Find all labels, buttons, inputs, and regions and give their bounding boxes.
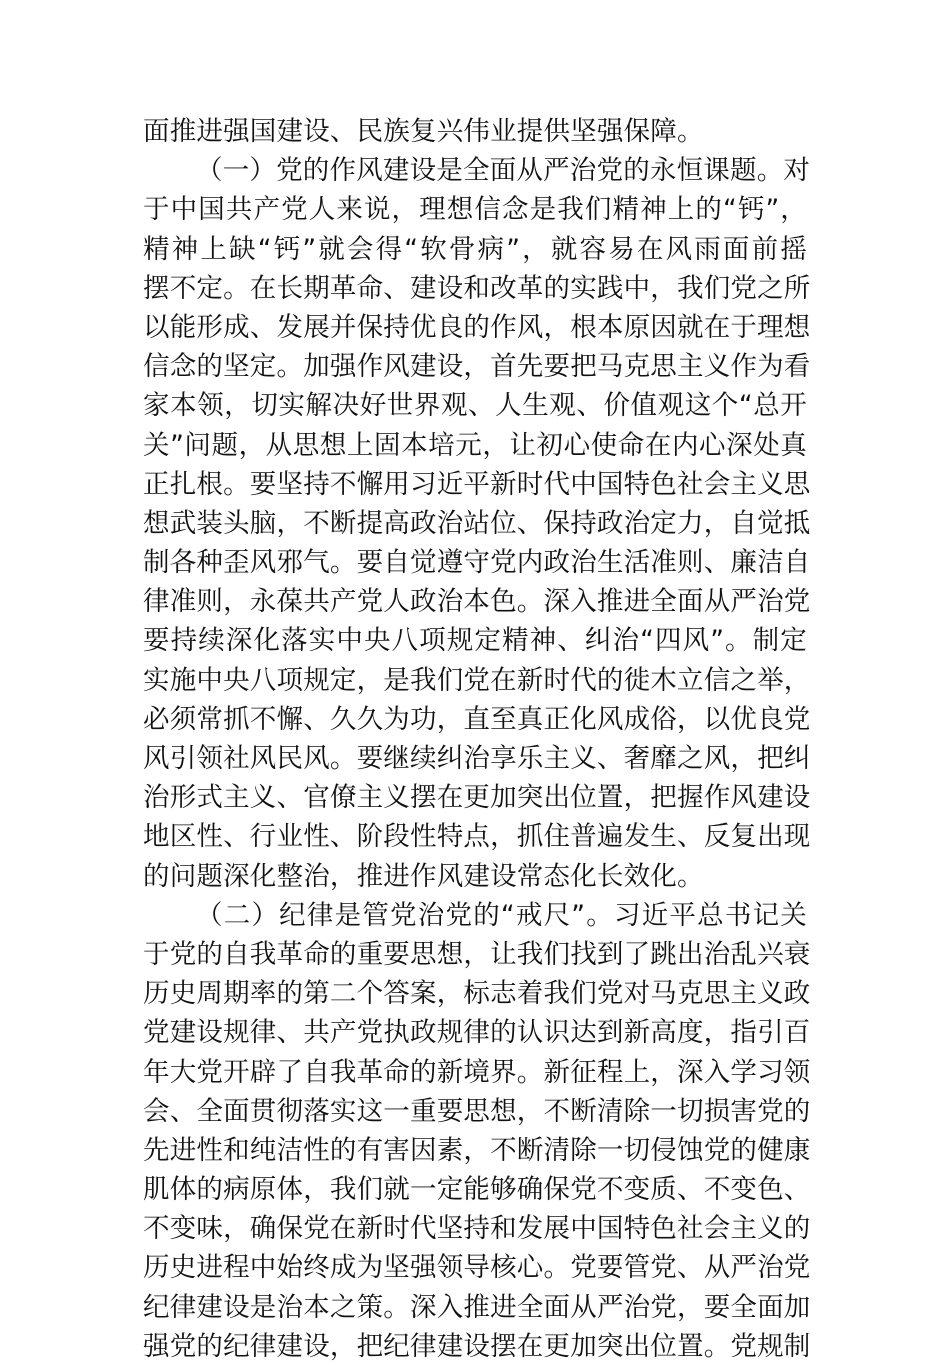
text-line: 面推进强国建设、民族复兴伟业提供坚强保障。 bbox=[143, 116, 704, 147]
text-line: 要持续深化落实中央八项规定精神、纠治“四风”。制定 bbox=[143, 625, 807, 657]
text-line: 摆不定。在长期革命、建设和改革的实践中，我们党之所 bbox=[143, 272, 811, 304]
text-line: 党建设规律、共产党执政规律的认识达到新高度，指引百 bbox=[143, 1017, 811, 1049]
text-line: 想武装头脑，不断提高政治站位、保持政治定力，自觉抵 bbox=[143, 507, 811, 539]
text-line: 风引领社风民风。要继续纠治享乐主义、奢靡之风，把纠 bbox=[143, 743, 811, 774]
text-line: 肌体的病原体，我们就一定能够确保党不变质、不变色、 bbox=[143, 1174, 811, 1206]
text-line: 年大党开辟了自我革命的新境界。新征程上，深入学习领 bbox=[143, 1056, 811, 1088]
text-line: 实施中央八项规定，是我们党在新时代的徙木立信之举， bbox=[143, 664, 811, 696]
text-line: 信念的坚定。加强作风建设，首先要把马克思主义作为看 bbox=[143, 351, 811, 383]
text-line: 的问题深化整治，推进作风建设常态化长效化。 bbox=[143, 860, 704, 892]
text-line: 家本领，切实解决好世界观、人生观、价值观这个“总开 bbox=[143, 390, 807, 422]
text-line: 地区性、行业性、阶段性特点，抓住普遍发生、反复出现 bbox=[143, 821, 811, 853]
text-line: 强党的纪律建设，把纪律建设摆在更加突出位置。党规制 bbox=[143, 1330, 811, 1362]
text-line: 纪律建设是治本之策。深入推进全面从严治党，要全面加 bbox=[143, 1291, 811, 1323]
text-line: 正扎根。要坚持不懈用习近平新时代中国特色社会主义思 bbox=[143, 468, 811, 500]
text-line: 于党的自我革命的重要思想，让我们找到了跳出治乱兴衰 bbox=[143, 938, 811, 970]
text-line: 会、全面贯彻落实这一重要思想，不断清除一切损害党的 bbox=[143, 1095, 811, 1127]
text-line: 必须常抓不懈、久久为功，直至真正化风成俗，以优良党 bbox=[143, 703, 811, 735]
text-line: 制各种歪风邪气。要自觉遵守党内政治生活准则、廉洁自 bbox=[143, 547, 811, 579]
text-line: 精神上缺“钙”就会得“软骨病”，就容易在风雨面前摇 bbox=[143, 233, 807, 265]
text-line: 治形式主义、官僚主义摆在更加突出位置，把握作风建设 bbox=[143, 782, 811, 814]
paragraph-1-first-line: （一）党的作风建设是全面从严治党的永恒课题。对 bbox=[196, 155, 811, 187]
text-line: 历史进程中始终成为坚强领导核心。党要管党、从严治党 bbox=[143, 1252, 811, 1284]
text-line: 以能形成、发展并保持优良的作风，根本原因就在于理想 bbox=[143, 311, 811, 343]
text-line: 先进性和纯洁性的有害因素，不断清除一切侵蚀党的健康 bbox=[143, 1134, 811, 1166]
text-line: 于中国共产党人来说，理想信念是我们精神上的“钙”， bbox=[143, 194, 807, 226]
body-text bbox=[143, 112, 811, 1366]
text-line: 历史周期率的第二个答案，标志着我们党对马克思主义政 bbox=[143, 978, 811, 1010]
text-line: 律准则，永葆共产党人政治本色。深入推进全面从严治党 bbox=[143, 586, 811, 618]
paragraph-2-first-line: （二）纪律是管党治党的“戒尺”。习近平总书记关 bbox=[196, 899, 807, 931]
text-line: 不变味，确保党在新时代坚持和发展中国特色社会主义的 bbox=[143, 1213, 811, 1245]
text-line: 关”问题，从思想上固本培元，让初心使命在内心深处真 bbox=[143, 429, 807, 461]
